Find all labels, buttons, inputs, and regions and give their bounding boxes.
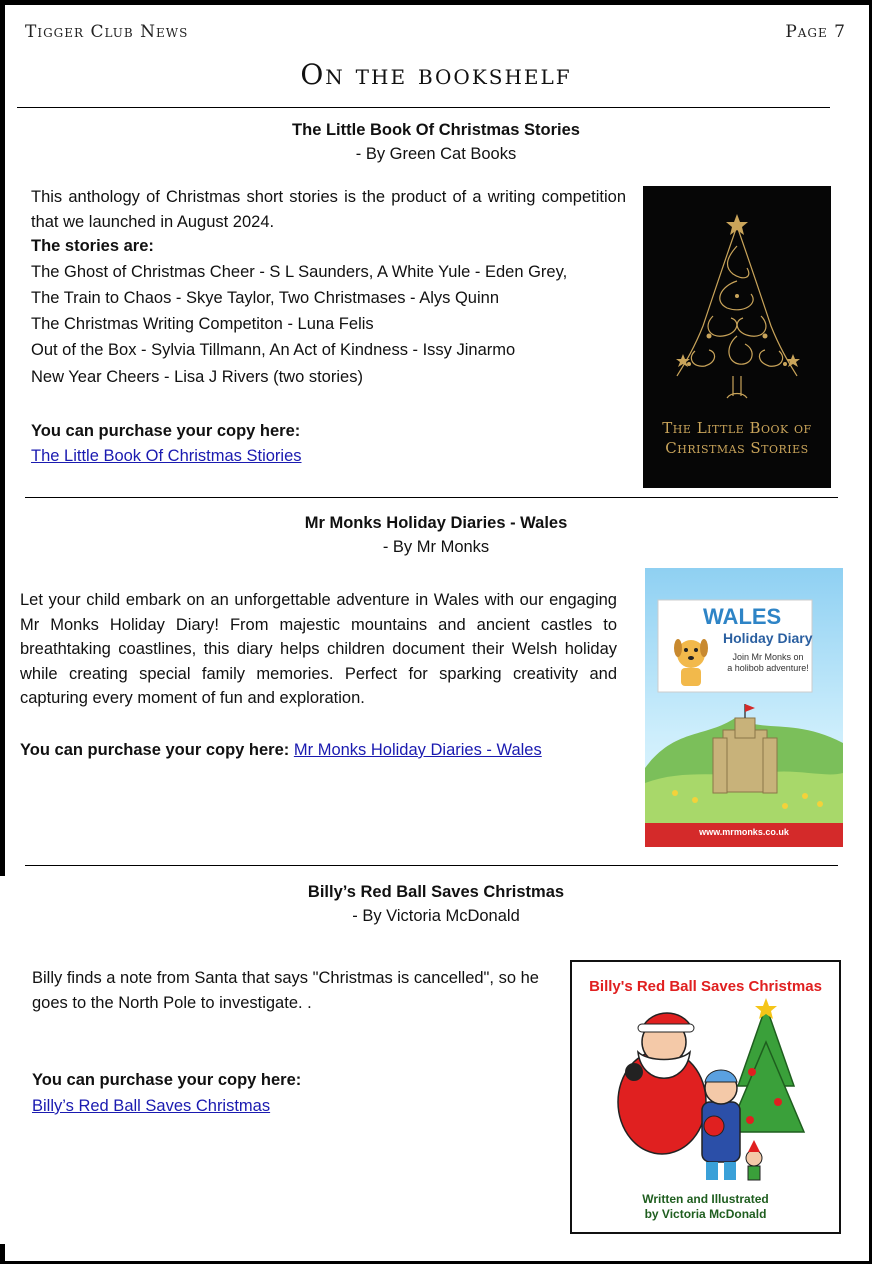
list-item: New Year Cheers - Lisa J Rivers (two stories)	[31, 367, 363, 386]
cover-credit	[572, 1192, 839, 1222]
cover-title-wales: WALES	[703, 604, 782, 629]
book-cover-image	[643, 186, 831, 488]
cover-url: www.mrmonks.co.uk	[699, 827, 789, 837]
stories-heading: The stories are:	[31, 237, 154, 255]
book-author: - By Victoria McDonald	[352, 907, 520, 925]
book-cover-image	[645, 568, 843, 847]
book-cover-image	[570, 960, 841, 1234]
purchase-label: You can purchase your copy here:	[20, 741, 290, 759]
book-description: Billy finds a note from Santa that says "Christmas is cancelled", so he goes to the North Pole to investigate. .	[32, 969, 539, 1012]
section-divider	[25, 865, 838, 866]
page-border-left-lower	[0, 1244, 5, 1264]
description-text: This anthology of Christmas short stories is the product of a writing competition that we launched in August 2024.	[31, 188, 626, 231]
credit-line: Written and Illustrated	[642, 1192, 769, 1206]
book-author: - By Green Cat Books	[355, 145, 517, 163]
purchase-label: You can purchase your copy here:	[31, 422, 301, 440]
stories-list	[31, 259, 626, 390]
cover-title-line2: Christmas Stories	[665, 439, 809, 457]
book-title: The Little Book Of Christmas Stories	[292, 121, 580, 139]
tagline-line: Join Mr Monks on	[732, 652, 804, 662]
cover-tagline	[725, 652, 811, 674]
book-description	[31, 185, 626, 390]
page-number: Page 7	[785, 22, 846, 42]
purchase-link[interactable]: Mr Monks Holiday Diaries - Wales	[293, 741, 542, 759]
credit-line: by Victoria McDonald	[644, 1207, 767, 1221]
section-divider	[25, 497, 838, 498]
book-description: Let your child embark on an unforgettable adventure in Wales with our engaging Mr Monks Holiday Diary! From majestic mountains and ancient castles to breathtaking coastlines, this diary helps children document their Welsh holiday while creating special family memories. Perfect for sparking creativity and capturing every moment of fun and exploration.	[20, 591, 617, 707]
list-item: The Train to Chaos - Skye Taylor, Two Christmases - Alys Quinn	[31, 288, 499, 307]
book-author: - By Mr Monks	[382, 538, 490, 556]
publication-name: Tigger Club News	[25, 22, 189, 42]
cover-title: Billy's Red Ball Saves Christmas	[589, 978, 822, 995]
list-item: The Christmas Writing Competiton - Luna Felis	[31, 315, 374, 334]
tagline-line: a holibob adventure!	[727, 663, 809, 673]
section-title: On the bookshelf	[300, 58, 572, 91]
purchase-link[interactable]: The Little Book Of Christmas Stiories	[31, 447, 302, 465]
book-title: Billy’s Red Ball Saves Christmas	[307, 883, 565, 901]
purchase-label: You can purchase your copy here:	[32, 1071, 302, 1089]
cover-title-line1: The Little Book of	[662, 419, 812, 437]
list-item: Out of the Box - Sylvia Tillmann, An Act of Kindness - Issy Jinarmo	[31, 341, 516, 360]
cover-title-diary: Holiday Diary	[723, 630, 813, 646]
section-title-rule	[17, 107, 830, 108]
purchase-link[interactable]: Billy’s Red Ball Saves Christmas	[32, 1097, 271, 1115]
list-item: The Ghost of Christmas Cheer - S L Saunders, A White Yule - Eden Grey,	[31, 262, 568, 281]
book-title: Mr Monks Holiday Diaries - Wales	[304, 514, 568, 532]
